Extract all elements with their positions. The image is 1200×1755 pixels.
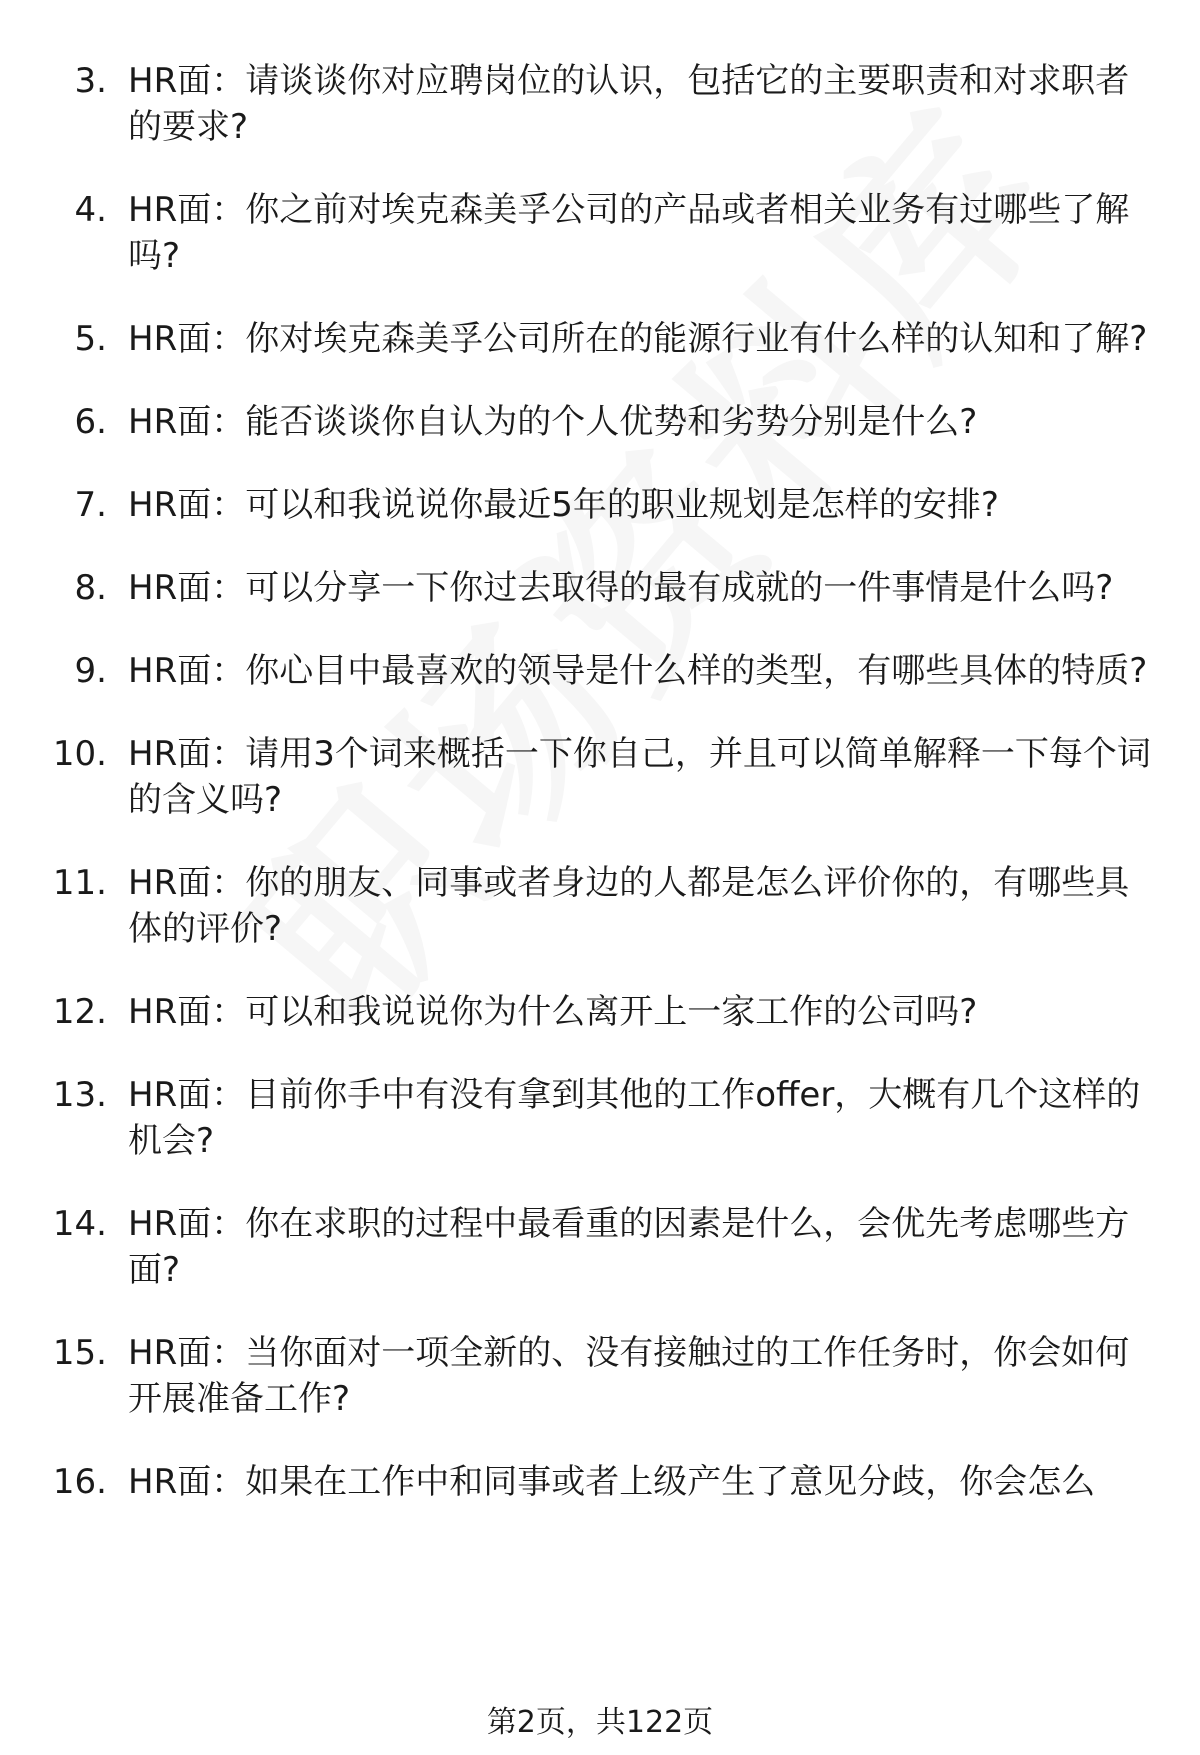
- page-footer: 第2页，共122页: [486, 1705, 714, 1740]
- item-text: HR面：可以和我说说你最近5年的职业规划是怎样的安排?: [128, 485, 999, 525]
- list-item: [0, 648, 1200, 694]
- item-number: 10.: [52, 734, 107, 774]
- item-number: 8.: [74, 568, 107, 608]
- item-number: 13.: [52, 1075, 107, 1115]
- list-item: [0, 482, 1200, 528]
- item-number: 16.: [52, 1462, 107, 1502]
- item-number: 3.: [74, 61, 107, 101]
- item-number: 9.: [74, 651, 107, 691]
- item-text: HR面：当你面对一项全新的、没有接触过的工作任务时，你会如何开展准备工作?: [128, 1333, 1130, 1419]
- item-text: HR面：目前你手中有没有拿到其他的工作offer，大概有几个这样的机会?: [128, 1075, 1141, 1161]
- item-text: HR面：你心目中最喜欢的领导是什么样的类型，有哪些具体的特质?: [128, 651, 1148, 691]
- item-text: HR面：你的朋友、同事或者身边的人都是怎么评价你的，有哪些具体的评价?: [128, 863, 1130, 949]
- list-item: [0, 187, 1200, 279]
- list-item: [0, 1072, 1200, 1164]
- list-item: [0, 316, 1200, 362]
- item-number: 11.: [52, 863, 107, 903]
- list-item: [0, 1330, 1200, 1422]
- list-item: [0, 58, 1200, 150]
- list-item: [0, 1459, 1200, 1505]
- list-item: [0, 860, 1200, 952]
- question-list: [0, 58, 1200, 1542]
- list-item: [0, 731, 1200, 823]
- item-number: 5.: [74, 319, 107, 359]
- item-text: HR面：可以和我说说你为什么离开上一家工作的公司吗?: [128, 992, 978, 1032]
- item-number: 4.: [74, 190, 107, 230]
- list-item: [0, 1201, 1200, 1293]
- item-text: HR面：你对埃克森美孚公司所在的能源行业有什么样的认知和了解?: [128, 319, 1148, 359]
- list-item: [0, 565, 1200, 611]
- item-text: HR面：能否谈谈你自认为的个人优势和劣势分别是什么?: [128, 402, 978, 442]
- item-number: 14.: [52, 1204, 107, 1244]
- item-text: HR面：请用3个词来概括一下你自己，并且可以简单解释一下每个词的含义吗?: [128, 734, 1151, 820]
- item-number: 7.: [74, 485, 107, 525]
- item-text: HR面：请谈谈你对应聘岗位的认识，包括它的主要职责和对求职者的要求?: [128, 61, 1130, 147]
- item-number: 15.: [52, 1333, 107, 1373]
- list-item: [0, 989, 1200, 1035]
- item-text: HR面：如果在工作中和同事或者上级产生了意见分歧，你会怎么: [128, 1462, 1096, 1502]
- list-item: [0, 399, 1200, 445]
- item-number: 6.: [74, 402, 107, 442]
- item-number: 12.: [52, 992, 107, 1032]
- item-text: HR面：你在求职的过程中最看重的因素是什么，会优先考虑哪些方面?: [128, 1204, 1130, 1290]
- item-text: HR面：你之前对埃克森美孚公司的产品或者相关业务有过哪些了解吗?: [128, 190, 1130, 276]
- item-text: HR面：可以分享一下你过去取得的最有成就的一件事情是什么吗?: [128, 568, 1114, 608]
